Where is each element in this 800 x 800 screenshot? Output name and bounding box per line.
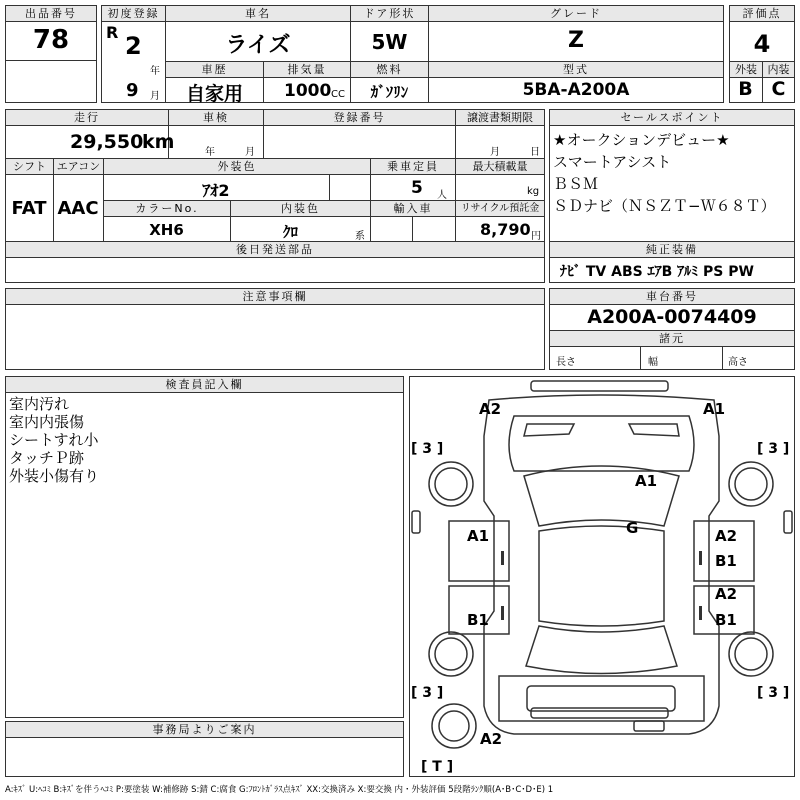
seats: 5 [411,178,423,198]
inspector-note: 室内内張傷 [9,413,85,431]
transfer-day-unit: 日 [530,147,540,158]
inspection-month-unit: 月 [245,147,255,158]
damage-mark: B1 [715,611,737,629]
first-reg-label: 初度登録 [102,6,165,21]
spec-label: 諸元 [550,331,794,346]
inspection-label: 車検 [169,110,263,125]
sales-line: ★オークションデビュー★ [553,131,730,149]
inspector-note: 外装小傷有り [9,467,100,485]
damage-mark: A2 [715,527,738,545]
month-unit: 月 [150,91,160,102]
transfer-month-unit: 月 [490,147,500,158]
first-reg-year: 2 [125,32,142,60]
color-label: 外装色 [104,159,370,174]
era: R [106,23,119,42]
recycle: 8,790 [480,220,531,239]
grade: Z [568,28,584,53]
reg-label: 登録番号 [264,110,455,125]
displacement: 1000 [284,81,332,101]
ac: AAC [57,198,99,219]
sales-line: ＳＤナビ（ＮＳＺＴ−Ｗ６８Ｔ） [553,197,776,215]
later-parts-label: 後日発送部品 [6,242,544,257]
caution-label: 注意事項欄 [6,289,544,304]
color: ｱｵ2 [202,181,230,200]
shift-label: シフト [6,159,53,174]
lot-number: 78 [32,25,70,55]
fuel-label: 燃料 [351,62,428,77]
tyre-mark: [ 3 ] [411,685,444,701]
year-unit: 年 [150,66,160,77]
damage-mark: G [626,519,639,537]
int-label: 内装 [763,62,794,77]
tyre-mark: [ 3 ] [757,685,790,701]
chassis-label: 車台番号 [550,289,794,304]
mileage-label: 走行 [6,110,168,125]
car-diagram [409,376,795,777]
width-label: 幅 [648,357,658,368]
ext-rating: B [738,78,753,100]
car-name-label: 車名 [166,6,350,21]
int-rating: C [771,78,786,100]
legend: A:ｷｽﾞ U:ﾍｺﾐ B:ｷｽﾞを伴うﾍｺﾐ P:要塗装 W:補修跡 S:錆 C:腐食 G:ﾌﾛﾝﾄｶﾞﾗｽ点ｷｽﾞ XX:交換済み X:要交換 内・外装評価 5段階ﾗﾝｸ順(A･B･C･D･E) 1 [5,785,554,795]
inspector-note: タッチＰ跡 [9,449,85,467]
int-color-label: 内装色 [231,201,370,216]
sales-label: セールスポイント [550,110,794,125]
car-name: ライズ [225,33,291,58]
office-label: 事務局よりご案内 [6,722,403,737]
inspector-note: 室内汚れ [9,395,70,413]
grade-label: グレード [429,6,723,21]
fuel: ｶﾞｿﾘﾝ [370,83,409,101]
shift: FAT [11,198,47,219]
damage-mark: A1 [467,527,490,545]
int-color-unit: 系 [355,231,365,242]
int-color: ｸﾛ [283,223,299,241]
damage-mark: A1 [635,472,658,490]
seats-label: 乗車定員 [371,159,455,174]
recycle-label: リサイクル預託金 [456,201,544,216]
equip-items: ﾅﾋﾞ TV ABS ｴｱB ｱﾙﾐ PS PW [560,264,754,280]
first-reg-month: 9 [126,80,139,101]
seats-unit: 人 [437,190,447,201]
chassis-number: A200A-0074409 [587,306,757,328]
disp-unit: CC [331,89,345,100]
damage-mark: A1 [703,400,726,418]
door: 5W [371,30,408,54]
tyre-mark: [ 3 ] [411,441,444,457]
height-label: 高さ [728,357,748,368]
disp-label: 排気量 [264,62,350,77]
mileage: 29,550 [70,131,144,153]
model: 5BA-A200A [522,80,630,100]
inspection-year-unit: 年 [205,147,215,158]
transfer-label: 譲渡書類期限 [456,110,544,125]
color-no-label: カラーNo. [104,201,230,216]
history: 自家用 [185,83,243,105]
score-label: 評価点 [730,6,794,21]
recycle-unit: 円 [531,231,541,242]
score: 4 [753,30,771,58]
color-no: XH6 [149,221,184,239]
sales-line: ＢＳＭ [553,175,599,193]
inspector-label: 検査員記入欄 [6,377,403,392]
damage-mark: A2 [479,400,502,418]
import-label: 輸入車 [371,201,455,216]
load-unit: kg [527,186,540,197]
inspector-note: シートすれ小 [9,431,99,449]
lot-label: 出品番号 [6,6,96,21]
damage-mark: A2 [480,730,503,748]
ext-label: 外装 [730,62,762,77]
tyre-mark: [ T ] [421,759,454,775]
sales-line: スマートアシスト [553,153,672,171]
damage-mark: B1 [467,611,489,629]
equip-label: 純正装備 [550,242,794,257]
door-label: ドア形状 [351,6,428,21]
model-label: 型式 [429,62,723,77]
damage-mark: B1 [715,552,737,570]
ac-label: エアコン [54,159,103,174]
history-label: 車歴 [166,62,263,77]
damage-mark: A2 [715,585,738,603]
tyre-mark: [ 3 ] [757,441,790,457]
length-label: 長さ [556,357,576,368]
load-label: 最大積載量 [456,159,544,174]
mileage-unit: km [142,131,175,153]
